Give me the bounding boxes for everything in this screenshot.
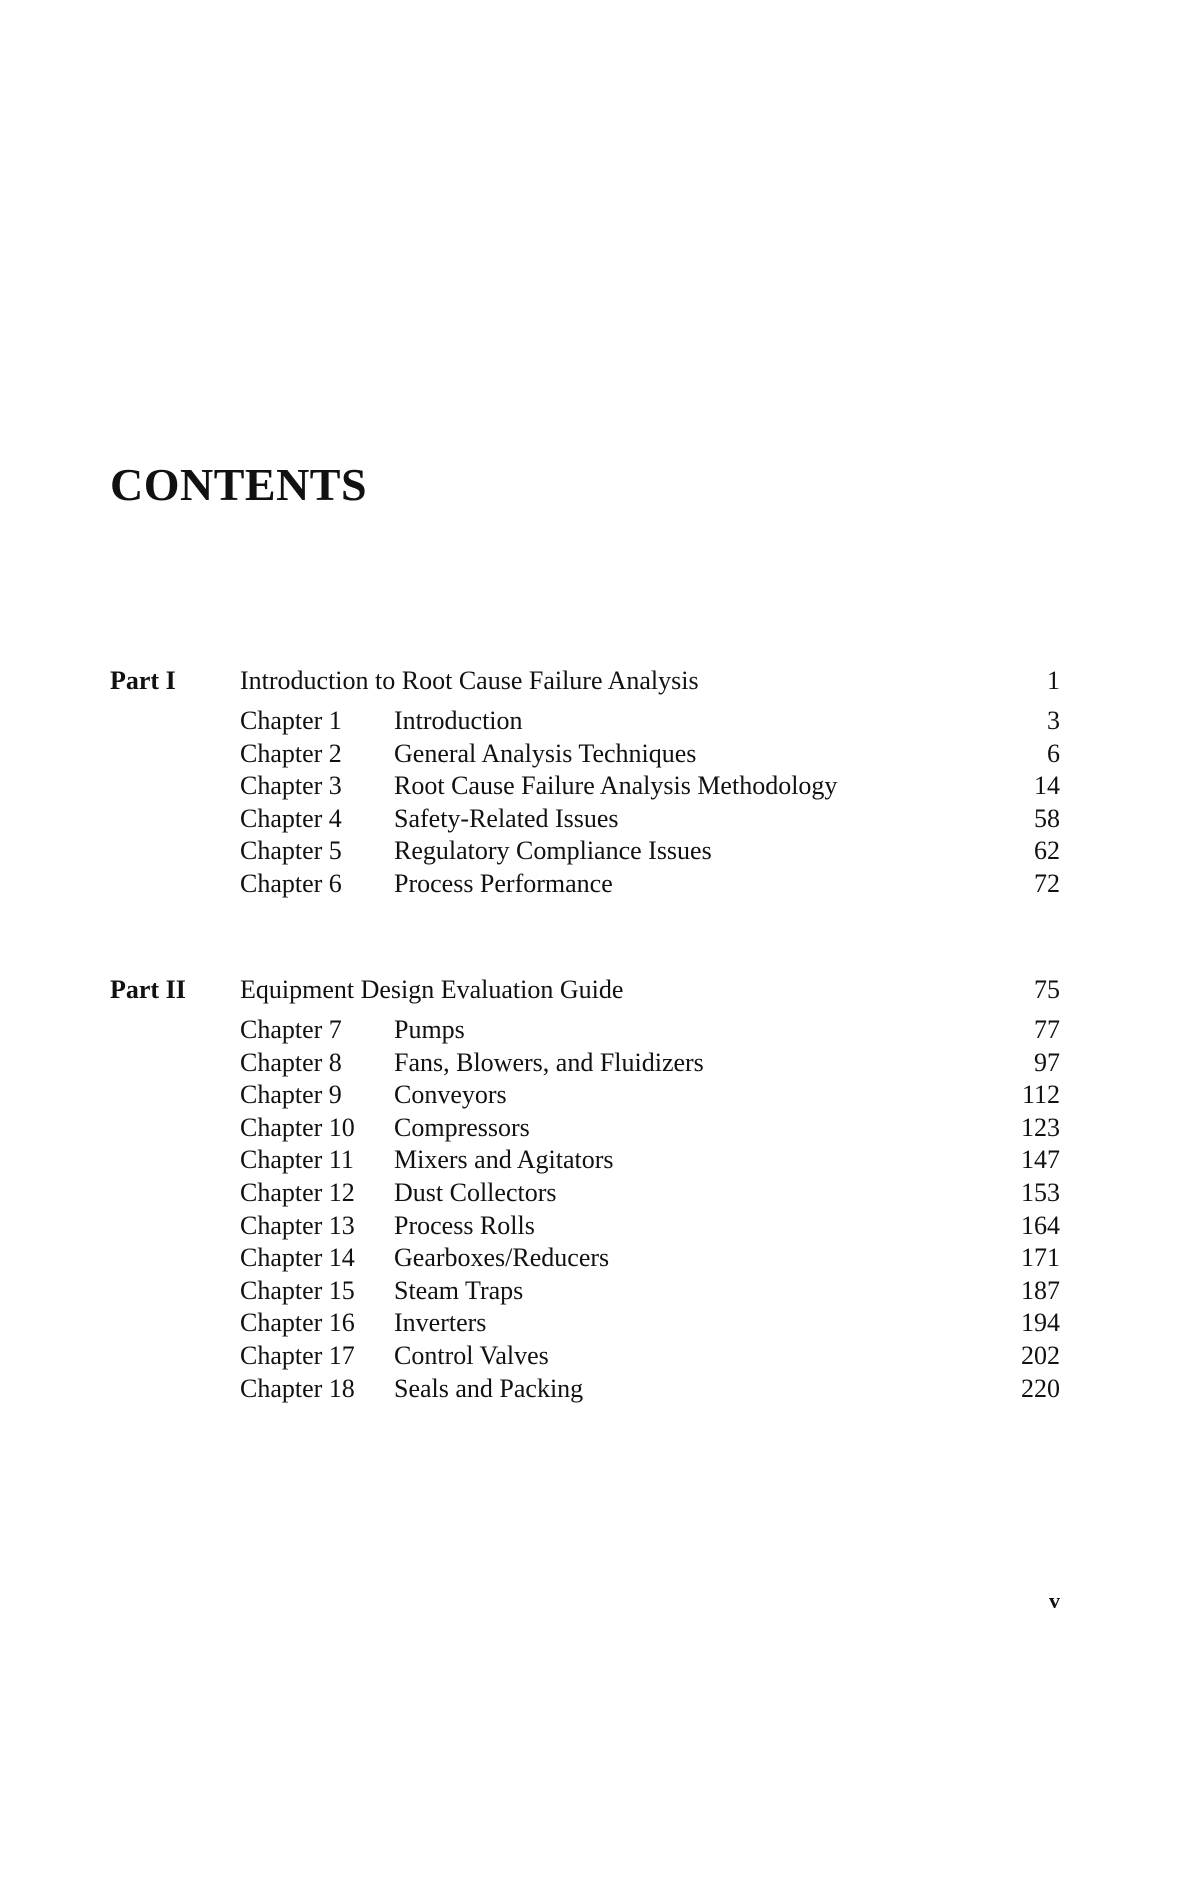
chapter-page-number: 77 — [1034, 1015, 1060, 1044]
part-heading-row — [110, 661, 1060, 701]
part-label: Part I — [110, 666, 176, 695]
chapter-page-number: 62 — [1034, 836, 1060, 866]
chapter-page-number: 220 — [1021, 1373, 1060, 1403]
chapter-page-number: 6 — [1047, 738, 1060, 768]
toc-entry — [110, 1275, 1060, 1308]
chapter-page-number: 202 — [1021, 1340, 1060, 1370]
chapter-title: Pumps — [394, 1015, 465, 1044]
chapter-page-number: 3 — [1047, 706, 1060, 735]
part-heading-row — [110, 970, 1060, 1010]
toc-entry — [110, 835, 1060, 868]
chapter-title: Gearboxes/Reducers — [394, 1243, 610, 1273]
toc-entry — [110, 1307, 1060, 1340]
chapter-label: Chapter 15 — [240, 1275, 355, 1305]
toc-entry — [110, 868, 1060, 901]
chapter-label: Chapter 9 — [240, 1080, 342, 1110]
chapter-page-number: 147 — [1021, 1145, 1060, 1175]
chapter-label: Chapter 12 — [240, 1177, 355, 1207]
toc-entry — [110, 1210, 1060, 1243]
chapter-page-number: 112 — [1021, 1080, 1060, 1110]
toc-entry — [110, 1242, 1060, 1275]
toc-entry — [110, 738, 1060, 771]
chapter-label: Chapter 11 — [240, 1145, 354, 1175]
toc-entry — [110, 803, 1060, 836]
chapter-label: Chapter 16 — [240, 1308, 355, 1338]
chapter-label: Chapter 1 — [240, 706, 342, 735]
page-title: CONTENTS — [110, 459, 368, 510]
chapter-title: Root Cause Failure Analysis Methodology — [394, 771, 838, 801]
part-label: Part II — [110, 975, 186, 1004]
toc-entry — [110, 1079, 1060, 1112]
chapter-label: Chapter 14 — [240, 1243, 355, 1273]
chapter-title: Process Performance — [394, 868, 613, 898]
chapter-page-number: 153 — [1021, 1177, 1060, 1207]
chapter-page-number: 164 — [1021, 1210, 1060, 1240]
chapter-title: Steam Traps — [394, 1275, 524, 1305]
toc-entry — [110, 1373, 1060, 1406]
toc-part-1 — [110, 661, 1060, 901]
chapter-page-number: 123 — [1021, 1112, 1060, 1142]
toc-entry — [110, 1014, 1060, 1047]
chapter-label: Chapter 18 — [240, 1373, 355, 1403]
chapter-title: Control Valves — [394, 1340, 549, 1370]
chapter-label: Chapter 10 — [240, 1112, 355, 1142]
chapter-title: Fans, Blowers, and Fluidizers — [394, 1047, 704, 1077]
toc-entry — [110, 1340, 1060, 1373]
chapter-title: Compressors — [394, 1112, 530, 1142]
chapter-title: Mixers and Agitators — [394, 1145, 614, 1175]
chapter-page-number: 187 — [1021, 1275, 1060, 1305]
part-title: Introduction to Root Cause Failure Analysis — [240, 666, 699, 695]
chapter-label: Chapter 17 — [240, 1340, 355, 1370]
chapter-title: Safety-Related Issues — [394, 803, 619, 833]
part-page-number: 75 — [1034, 975, 1060, 1004]
chapter-page-number: 58 — [1034, 803, 1060, 833]
chapter-label: Chapter 6 — [240, 868, 342, 898]
chapter-title: Inverters — [394, 1308, 487, 1338]
chapter-title: Introduction — [394, 706, 523, 735]
toc-entry — [110, 1177, 1060, 1210]
chapter-label: Chapter 5 — [240, 836, 342, 866]
chapter-title: Process Rolls — [394, 1210, 535, 1240]
chapter-title: Conveyors — [394, 1080, 507, 1110]
chapter-title: Regulatory Compliance Issues — [394, 836, 712, 866]
toc-entry — [110, 770, 1060, 803]
chapter-label: Chapter 8 — [240, 1047, 342, 1077]
page-folio: v — [1049, 1588, 1060, 1613]
chapter-title: Seals and Packing — [394, 1373, 584, 1403]
chapter-page-number: 194 — [1021, 1308, 1060, 1338]
toc-entry — [110, 705, 1060, 738]
chapter-label: Chapter 4 — [240, 803, 342, 833]
toc-part-2 — [110, 970, 1060, 1405]
part-title: Equipment Design Evaluation Guide — [240, 975, 624, 1004]
chapter-page-number: 72 — [1034, 868, 1060, 898]
chapter-page-number: 14 — [1034, 771, 1060, 801]
toc-entry — [110, 1047, 1060, 1080]
toc-entry — [110, 1144, 1060, 1177]
chapter-list — [110, 1014, 1060, 1405]
chapter-label: Chapter 2 — [240, 738, 342, 768]
chapter-label: Chapter 3 — [240, 771, 342, 801]
chapter-label: Chapter 13 — [240, 1210, 355, 1240]
chapter-list — [110, 705, 1060, 901]
chapter-label: Chapter 7 — [240, 1015, 342, 1044]
chapter-title: General Analysis Techniques — [394, 738, 697, 768]
chapter-page-number: 171 — [1021, 1243, 1060, 1273]
part-page-number: 1 — [1047, 666, 1060, 695]
chapter-page-number: 97 — [1034, 1047, 1060, 1077]
toc-entry — [110, 1112, 1060, 1145]
chapter-title: Dust Collectors — [394, 1177, 557, 1207]
